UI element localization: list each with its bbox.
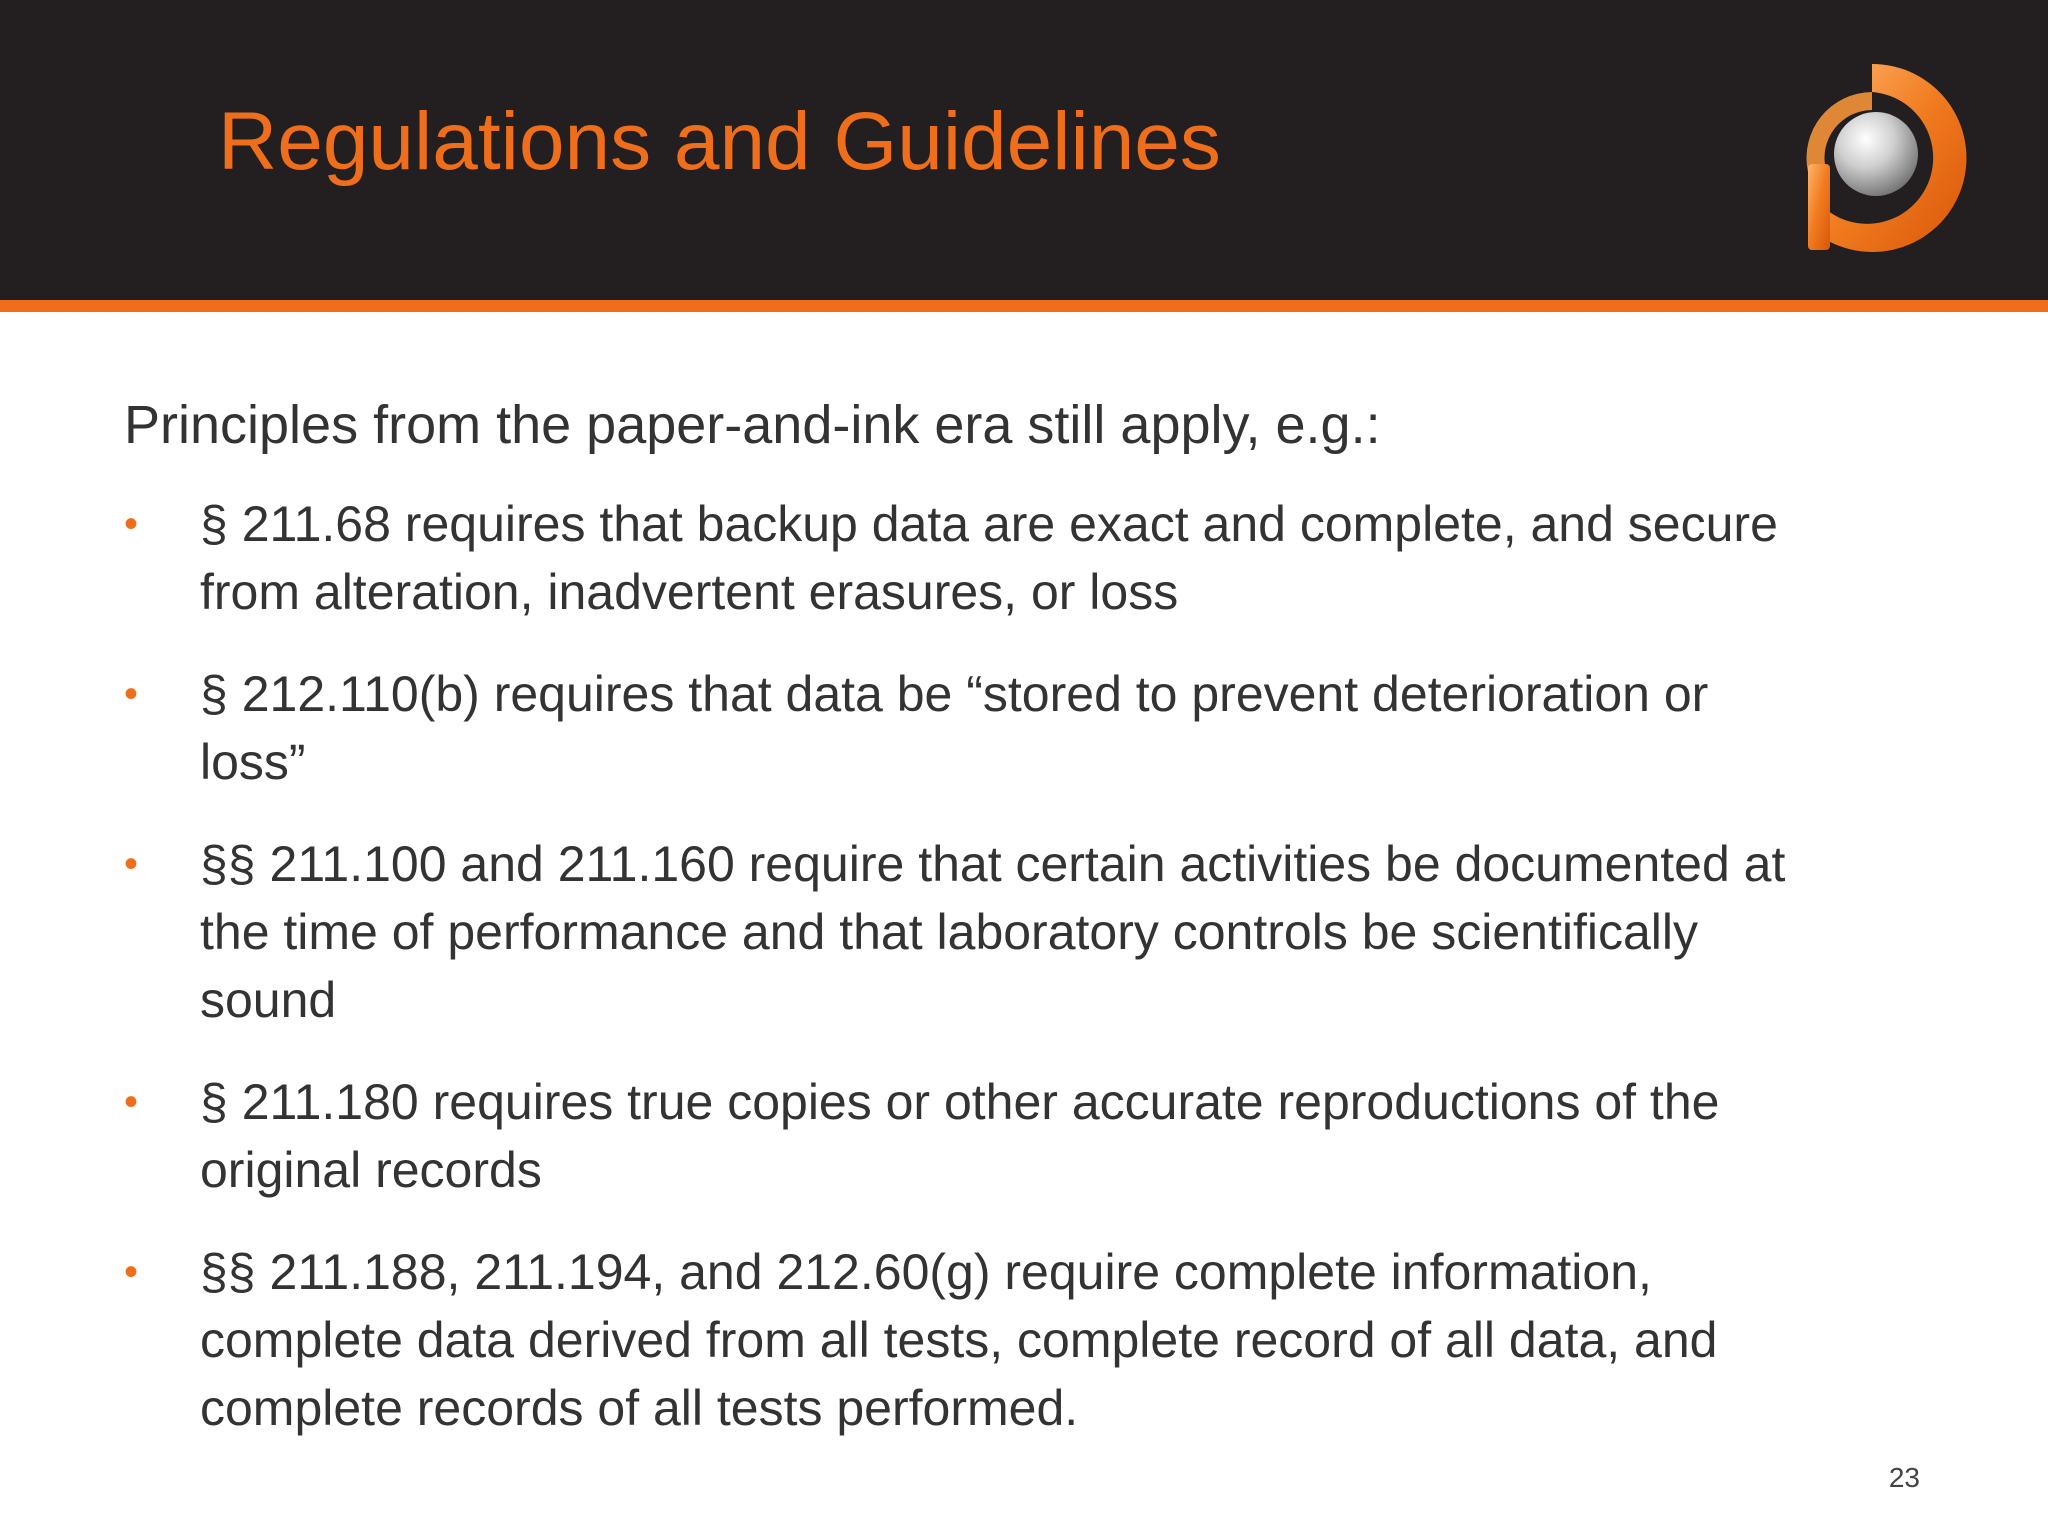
list-item bbox=[124, 830, 1824, 1034]
bullet-text: § 211.68 requires that backup data are exact and complete, and secure from alteration, inadvertent erasures, or loss bbox=[200, 496, 1778, 620]
bullet-dot: • bbox=[124, 1080, 139, 1124]
bullet-list bbox=[124, 490, 1824, 1476]
bullet-text: §§ 211.188, 211.194, and 212.60(g) require complete information, complete data derived from all tests, complete record of all data, and complete records of all tests performed. bbox=[200, 1244, 1718, 1436]
bullet-dot: • bbox=[124, 842, 139, 886]
bullet-dot: • bbox=[124, 672, 139, 716]
page-number: 23 bbox=[1888, 1462, 1920, 1493]
list-item bbox=[124, 490, 1824, 626]
intro-text: Principles from the paper-and-ink era still apply, e.g.: bbox=[124, 395, 1381, 455]
bullet-text: § 211.180 requires true copies or other accurate reproductions of the original records bbox=[200, 1074, 1720, 1198]
slide-title: Regulations and Guidelines bbox=[218, 96, 1221, 187]
bullet-text: §§ 211.100 and 211.160 require that certain activities be documented at the time of performance and that laboratory controls be scientifically sound bbox=[200, 836, 1786, 1028]
bullet-text: § 212.110(b) requires that data be “stored to prevent deterioration or loss” bbox=[200, 666, 1709, 790]
list-item bbox=[124, 1238, 1824, 1442]
header-bar bbox=[0, 0, 2048, 300]
header-accent-rule bbox=[0, 300, 2048, 312]
list-item bbox=[124, 1068, 1824, 1204]
orange-p-logo-icon bbox=[1768, 54, 1976, 262]
bullet-dot: • bbox=[124, 1250, 139, 1294]
list-item bbox=[124, 660, 1824, 796]
bullet-dot: • bbox=[124, 502, 139, 546]
